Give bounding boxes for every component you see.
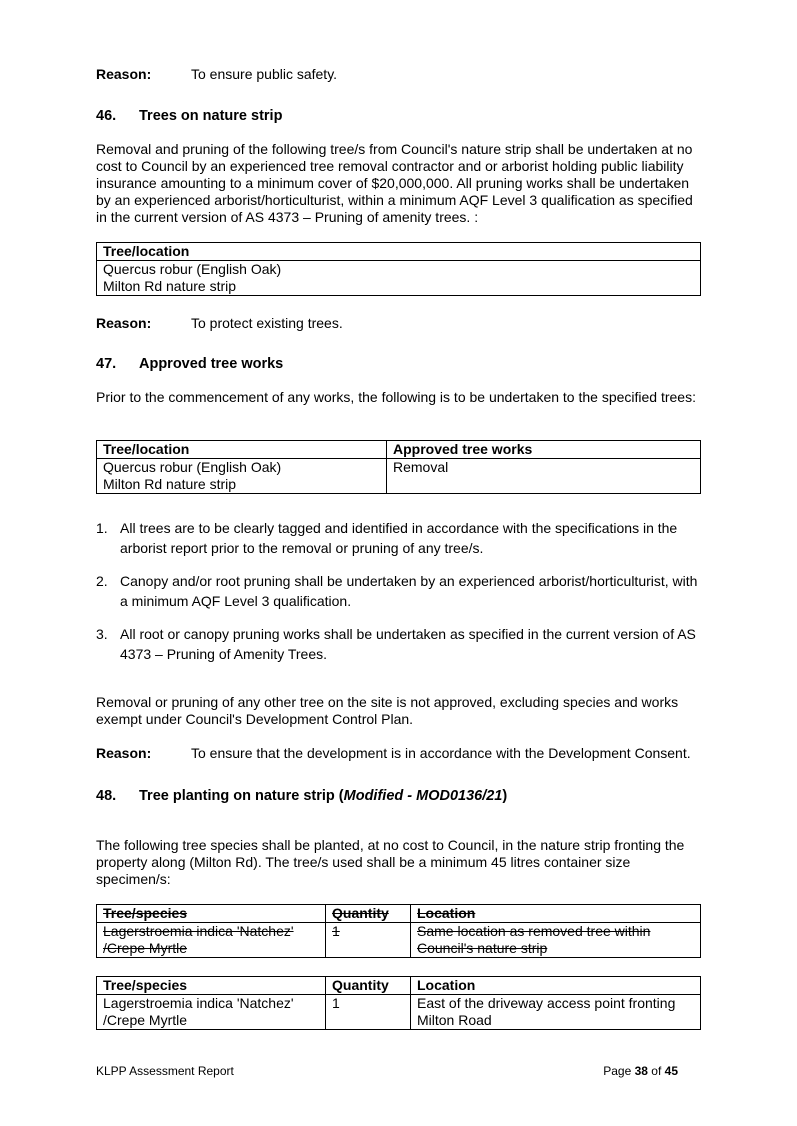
list-item <box>96 624 706 664</box>
table-header: Quantity <box>326 977 411 995</box>
table-header: Location <box>411 905 701 923</box>
cell-line: Same location as removed tree within <box>417 923 651 939</box>
cell-line: /Crepe Myrtle <box>103 1012 188 1028</box>
modification-ref: Modified - MOD0136/21 <box>343 788 503 804</box>
table-header: Location <box>411 977 701 995</box>
list-number: 1. <box>96 520 108 536</box>
table-header: Quantity <box>326 905 411 923</box>
cell-line: Quercus robur (English Oak) <box>103 459 282 475</box>
cell-line: Milton Rd nature strip <box>103 476 237 492</box>
section-title: Approved tree works <box>139 356 284 372</box>
section-47-after: Removal or pruning of any other tree on the site is not approved, excluding species and works exempt under Council's Development Control Plan. <box>96 694 679 727</box>
cell-line: /Crepe Myrtle <box>103 940 188 956</box>
page-number <box>603 1064 678 1078</box>
cell-line: Lagerstroemia indica 'Natchez' <box>103 923 294 939</box>
list-text: Canopy and/or root pruning shall be undertaken by an experienced arborist/horticulturist, with a minimum AQF Level 3 qualification. <box>120 573 698 609</box>
table-cell: Removal <box>387 459 701 494</box>
section-47-heading <box>96 356 283 372</box>
reason-block <box>96 66 706 83</box>
section-title: Trees on nature strip <box>139 108 283 124</box>
cell-line: Lagerstroemia indica 'Natchez' <box>103 995 294 1011</box>
reason-text: To protect existing trees. <box>191 315 343 331</box>
section-47-body: Prior to the commencement of any works, the following is to be undertaken to the specified trees: <box>96 389 696 405</box>
cell-line: Milton Road <box>417 1012 492 1028</box>
deleted-planting-table <box>96 904 701 958</box>
planting-table <box>96 976 701 1030</box>
cell-line: Milton Rd nature strip <box>103 278 237 294</box>
cell-line: Quercus robur (English Oak) <box>103 261 282 277</box>
table-header: Approved tree works <box>387 441 701 459</box>
list-text: All root or canopy pruning works shall be undertaken as specified in the current version of AS 4373 – Pruning of Amenity Trees. <box>120 626 696 662</box>
table-header: Tree/species <box>97 905 326 923</box>
table-header: Tree/location <box>97 243 701 261</box>
reason-block <box>96 745 706 762</box>
tree-location-table <box>96 242 701 296</box>
table-cell: 1 <box>326 995 411 1030</box>
reason-label: Reason: <box>96 745 152 761</box>
reason-text: To ensure public safety. <box>191 66 338 82</box>
footer-title: KLPP Assessment Report <box>96 1064 234 1078</box>
title-close: ) <box>502 788 508 804</box>
table-cell: 1 <box>326 923 411 958</box>
page-of: of <box>647 1064 665 1078</box>
reason-text: To ensure that the development is in accordance with the Development Consent. <box>191 745 691 761</box>
list-item <box>96 571 706 611</box>
cell-line: East of the driveway access point fronting <box>417 995 676 1011</box>
table-cell <box>411 995 701 1030</box>
table-cell <box>97 923 326 958</box>
total-pages: 45 <box>664 1064 678 1078</box>
section-48-body: The following tree species shall be planted, at no cost to Council, in the nature strip fronting the property along (Milton Rd). The tree/s used shall be a minimum 45 litres container size specimen/s: <box>96 837 685 887</box>
reason-label: Reason: <box>96 66 152 82</box>
section-48-heading <box>96 788 507 804</box>
page-prefix: Page <box>603 1064 635 1078</box>
table-cell <box>97 995 326 1030</box>
list-number: 3. <box>96 626 108 642</box>
list-number: 2. <box>96 573 108 589</box>
table-cell <box>411 923 701 958</box>
table-cell <box>97 459 387 494</box>
list-text: All trees are to be clearly tagged and identified in accordance with the specifications in the arborist report prior to the removal or pruning of any tree/s. <box>120 520 678 556</box>
table-header: Tree/species <box>97 977 326 995</box>
reason-label: Reason: <box>96 315 152 331</box>
reason-block <box>96 315 706 332</box>
section-46-heading <box>96 108 282 124</box>
list-item <box>96 518 706 558</box>
section-number: 46. <box>96 108 117 124</box>
cell-line: Council's nature strip <box>417 940 548 956</box>
section-46-body: Removal and pruning of the following tree/s from Council's nature strip shall be undertaken at no cost to Council by an experienced tree removal contractor and or arborist holding public liability insurance amounting to a minimum cover of $20,000,000. All pruning works shall be undertaken by an experienced arborist/horticulturist, within a minimum AQF Level 3 qualification as specified in the current version of AS 4373 – Pruning of amenity trees. : <box>96 141 693 225</box>
section-title: Tree planting on nature strip ( <box>139 788 344 804</box>
section-number: 48. <box>96 788 117 804</box>
table-cell <box>97 261 701 296</box>
section-number: 47. <box>96 356 117 372</box>
approved-works-table <box>96 440 701 494</box>
current-page: 38 <box>634 1064 648 1078</box>
table-header: Tree/location <box>97 441 387 459</box>
